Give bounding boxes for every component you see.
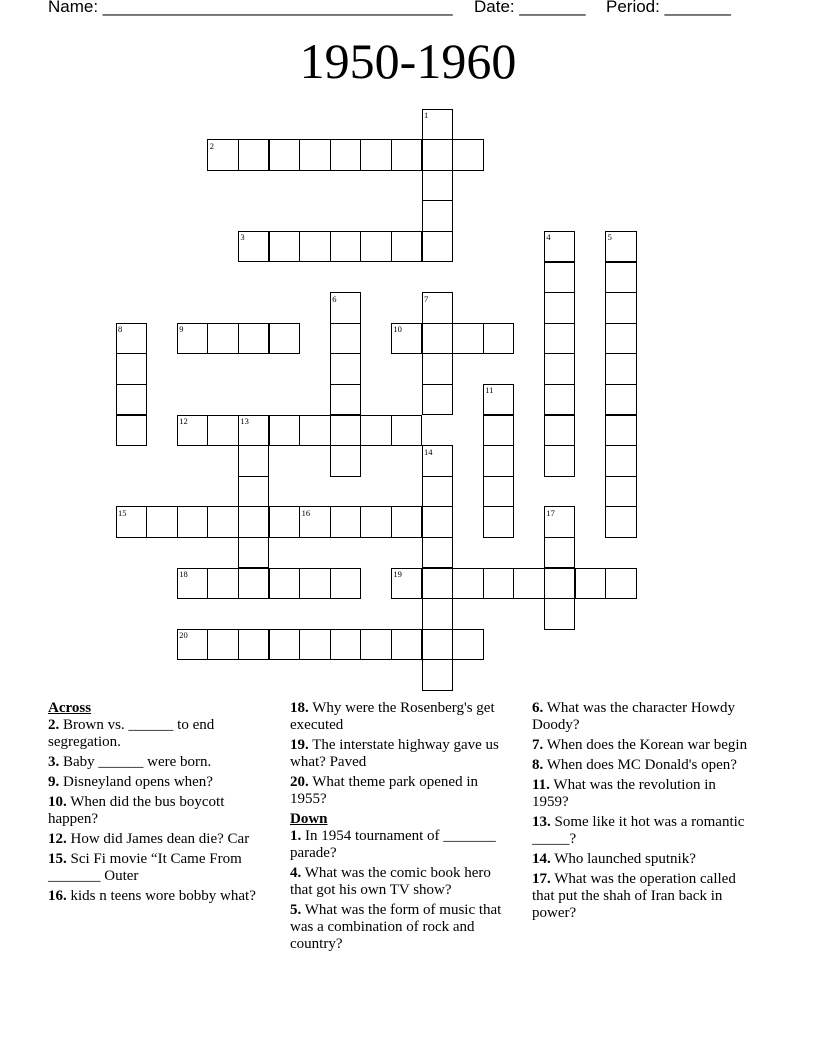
grid-cell[interactable] (452, 323, 484, 355)
name-field-label: Name: _____________________________________ (48, 0, 453, 16)
across-clue: 2. Brown vs. ______ to end segregation. (48, 717, 215, 750)
grid-cell[interactable] (207, 323, 239, 355)
down-clue: 5. What was the form of music that was a combination of rock and country? (290, 902, 502, 952)
grid-cell[interactable] (422, 476, 454, 508)
across-clue: 12. How did James dean die? Car (48, 831, 250, 847)
grid-cell[interactable] (422, 323, 454, 355)
across-clue: 10. When did the bus boycott happen? (48, 794, 225, 827)
grid-cell[interactable] (605, 415, 637, 447)
grid-cell[interactable] (360, 506, 392, 538)
grid-cell[interactable] (360, 139, 392, 171)
grid-cell[interactable] (605, 568, 637, 600)
grid-cell[interactable] (513, 568, 545, 600)
grid-cell[interactable] (544, 537, 576, 569)
grid-cell[interactable] (391, 231, 423, 263)
clues-column-1 (48, 700, 258, 908)
grid-cell[interactable] (605, 506, 637, 538)
grid-cell[interactable] (269, 506, 301, 538)
across-clue: 3. Baby ______ were born. (48, 754, 212, 770)
grid-cell[interactable] (269, 629, 301, 661)
grid-cell[interactable] (299, 629, 331, 661)
down-clue: 8. When does MC Donald's open? (532, 757, 737, 773)
grid-cell[interactable] (360, 231, 392, 263)
grid-cell[interactable] (422, 170, 454, 202)
grid-cell[interactable] (605, 384, 637, 416)
grid-cell[interactable] (238, 629, 270, 661)
grid-cell[interactable] (116, 353, 148, 385)
grid-cell[interactable] (605, 353, 637, 385)
grid-cell[interactable] (269, 568, 301, 600)
grid-cell[interactable] (544, 568, 576, 600)
grid-cell[interactable] (422, 384, 454, 416)
clue-number: 1 (424, 110, 429, 120)
grid-cell[interactable] (116, 415, 148, 447)
grid-cell[interactable] (422, 353, 454, 385)
grid-cell[interactable] (330, 231, 362, 263)
clue-number: 4 (546, 232, 551, 243)
grid-cell[interactable] (299, 415, 331, 447)
grid-cell[interactable] (422, 659, 454, 691)
clue-number: 9 (179, 324, 184, 335)
date-field-label: Date: _______ (474, 0, 586, 16)
grid-cell[interactable] (575, 568, 607, 600)
clue-number: 17 (546, 507, 555, 518)
across-clue: 9. Disneyland opens when? (48, 774, 213, 790)
grid-cell[interactable] (422, 200, 454, 232)
clue-number: 10 (393, 324, 402, 335)
down-clue: 11. What was the revolution in 1959? (532, 777, 716, 810)
clue-number: 5 (607, 232, 612, 243)
grid-cell[interactable] (330, 445, 362, 477)
grid-cell[interactable] (422, 598, 454, 630)
across-clue: 20. What theme park opened in 1955? (290, 774, 479, 807)
across-clue: 19. The interstate highway gave us what? Paved (290, 737, 499, 770)
grid-cell[interactable] (269, 323, 301, 355)
grid-cell[interactable] (605, 323, 637, 355)
grid-cell[interactable] (330, 415, 362, 447)
grid-cell[interactable] (299, 139, 331, 171)
down-clue: 14. Who launched sputnik? (532, 851, 696, 867)
grid-cell[interactable] (544, 292, 576, 324)
clue-number: 2 (209, 140, 215, 151)
grid-cell[interactable] (422, 506, 454, 538)
grid-cell[interactable] (544, 384, 576, 416)
grid-cell[interactable] (238, 323, 270, 355)
clue-number: 12 (179, 416, 188, 426)
grid-cell[interactable] (207, 629, 239, 661)
grid-cell[interactable] (422, 568, 454, 600)
down-clue: 13. Some like it hot was a romantic _____? (532, 814, 745, 847)
clue-number: 13 (240, 416, 249, 426)
grid-cell[interactable] (360, 415, 392, 447)
clue-number: 7 (424, 293, 429, 304)
grid-cell[interactable] (452, 568, 484, 600)
grid-cell[interactable] (452, 139, 484, 171)
clue-number: 11 (485, 385, 494, 396)
grid-cell[interactable] (269, 139, 301, 171)
clue-number: 19 (393, 569, 402, 579)
grid-cell[interactable] (422, 629, 454, 661)
across-clue: 16. kids n teens wore bobby what? (48, 888, 256, 904)
grid-cell[interactable] (330, 506, 362, 538)
grid-cell[interactable] (330, 629, 362, 661)
grid-cell[interactable] (330, 323, 362, 355)
grid-cell[interactable] (146, 506, 178, 538)
across-clue: 15. Sci Fi movie “It Came From _______ Outer (48, 851, 242, 884)
grid-cell[interactable] (238, 476, 270, 508)
grid-cell[interactable] (116, 384, 148, 416)
grid-cell[interactable] (330, 353, 362, 385)
period-field-label: Period: _______ (606, 0, 731, 16)
grid-cell[interactable] (330, 139, 362, 171)
grid-cell[interactable] (238, 445, 270, 477)
grid-cell[interactable] (238, 506, 270, 538)
down-clue: 7. When does the Korean war begin (532, 737, 748, 753)
down-clue: 17. What was the operation called that put the shah of Iran back in power? (532, 871, 736, 921)
grid-cell[interactable] (269, 231, 301, 263)
clue-number: 20 (179, 630, 188, 641)
clue-number: 18 (179, 569, 188, 579)
down-clue: 6. What was the character Howdy Doody? (532, 700, 735, 733)
grid-cell[interactable] (544, 598, 576, 630)
grid-cell[interactable] (422, 139, 454, 171)
grid-cell[interactable] (483, 568, 515, 600)
clue-number: 6 (332, 293, 337, 304)
grid-cell[interactable] (452, 629, 484, 661)
grid-cell[interactable] (483, 445, 515, 477)
clue-number: 8 (118, 324, 123, 335)
clue-number: 16 (301, 507, 311, 518)
grid-cell[interactable] (544, 415, 576, 447)
clues-column-2 (290, 700, 516, 956)
grid-cell[interactable] (422, 231, 454, 263)
clues-column-3 (532, 700, 750, 925)
grid-cell[interactable] (238, 537, 270, 569)
grid-cell[interactable] (605, 262, 637, 294)
grid-cell[interactable] (544, 445, 576, 477)
page-title: 1950-1960 (299, 33, 517, 89)
grid-cell[interactable] (605, 445, 637, 477)
grid-cell[interactable] (238, 139, 270, 171)
clue-number: 15 (118, 507, 127, 518)
grid-cell[interactable] (605, 476, 637, 508)
clue-number: 14 (424, 446, 433, 457)
grid-cell[interactable] (605, 292, 637, 324)
down-heading: Down (290, 811, 328, 827)
grid-cell[interactable] (422, 537, 454, 569)
grid-cell[interactable] (330, 384, 362, 416)
grid-cell[interactable] (391, 139, 423, 171)
grid-cell[interactable] (207, 415, 239, 447)
grid-cell[interactable] (391, 629, 423, 661)
grid-cell[interactable] (483, 506, 515, 538)
grid-cell[interactable] (177, 506, 209, 538)
grid-cell[interactable] (330, 568, 362, 600)
grid-cell[interactable] (207, 506, 239, 538)
grid-cell[interactable] (238, 568, 270, 600)
grid-cell[interactable] (360, 629, 392, 661)
clue-number: 3 (240, 232, 245, 243)
grid-cell[interactable] (544, 262, 576, 294)
grid-cell[interactable] (299, 568, 331, 600)
grid-cell[interactable] (483, 415, 515, 447)
grid-cell[interactable] (299, 231, 331, 263)
grid-cell[interactable] (391, 506, 423, 538)
grid-cell[interactable] (483, 323, 515, 355)
grid-cell[interactable] (544, 323, 576, 355)
grid-cell[interactable] (207, 568, 239, 600)
down-clue: 4. What was the comic book hero that got his own TV show? (290, 865, 491, 898)
grid-cell[interactable] (544, 353, 576, 385)
grid-cell[interactable] (391, 415, 423, 447)
across-heading: Across (48, 700, 92, 716)
grid-cell[interactable] (483, 476, 515, 508)
down-clue: 1. In 1954 tournament of _______ parade? (290, 828, 496, 861)
across-clue: 18. Why were the Rosenberg's get executed (290, 700, 495, 733)
grid-cell[interactable] (269, 415, 301, 447)
